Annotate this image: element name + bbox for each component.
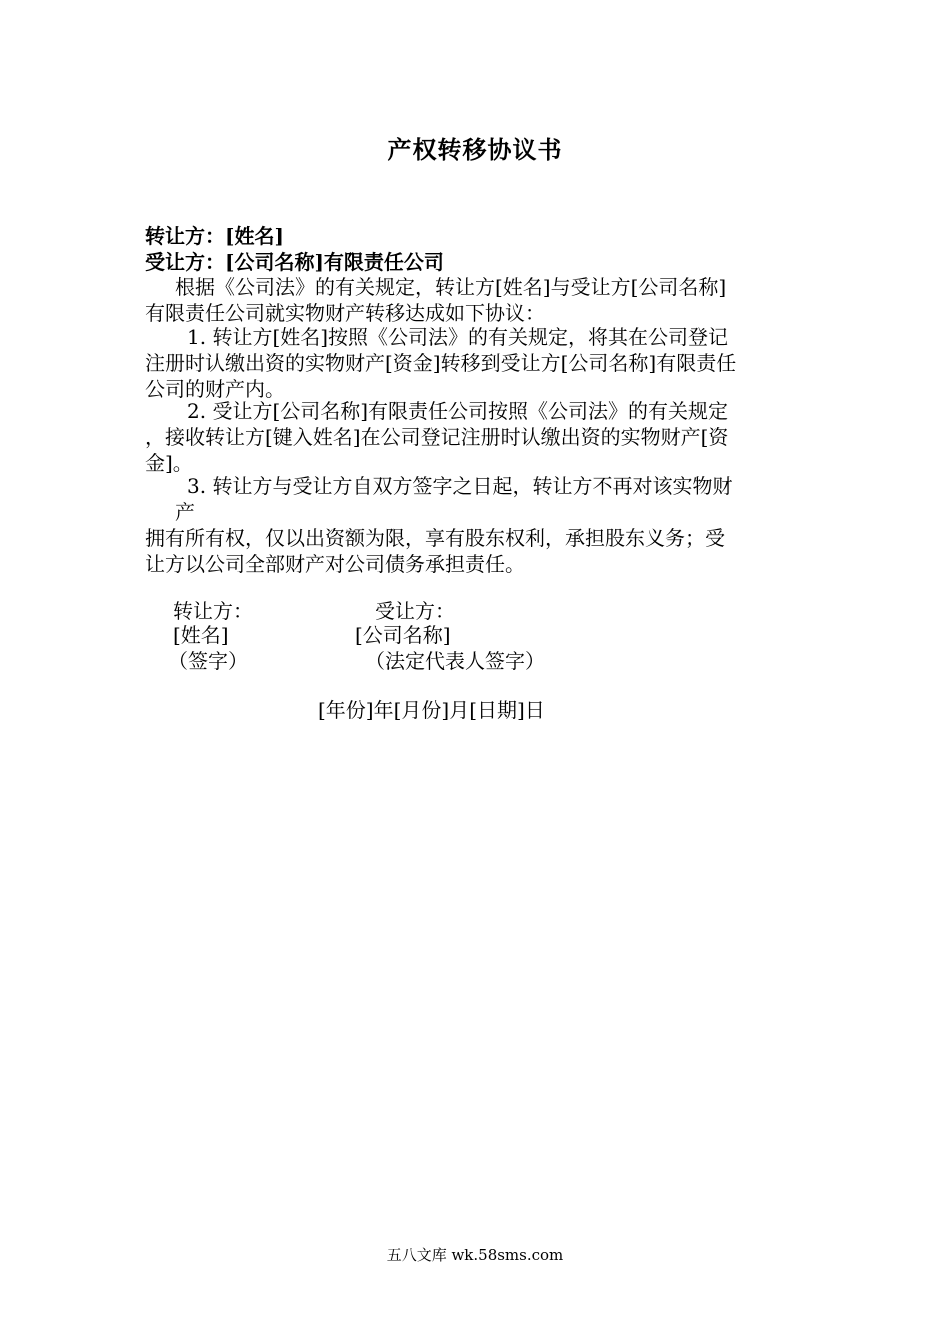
footer-watermark: 五八文库 wk.58sms.com bbox=[386, 1246, 564, 1264]
transferor-name: [姓名] bbox=[173, 623, 229, 647]
clause-1-line: 注册时认缴出资的实物财产[资金]转移到受让方[公司名称]有限责任 bbox=[145, 351, 737, 375]
document-title: 产权转移协议书 bbox=[387, 135, 563, 164]
clause-3-line: 拥有所有权，仅以出资额为限，享有股东权利，承担股东义务；受 bbox=[145, 526, 725, 550]
intro-paragraph bbox=[145, 274, 810, 326]
transferor-line: 转让方：[姓名] bbox=[145, 224, 284, 248]
intro-line: 有限责任公司就实物财产转移达成如下协议： bbox=[145, 301, 545, 325]
signing-date: [年份]年[月份]月[日期]日 bbox=[318, 698, 545, 722]
clause-3-line: 让方以公司全部财产对公司债务承担责任。 bbox=[145, 552, 525, 576]
clause-3-line: 3. 转让方与受让方自双方签字之日起，转让方不再对该实物财 bbox=[187, 474, 733, 498]
transferor-sign-note: （签字） bbox=[168, 649, 248, 673]
clause-1-line: 1. 转让方[姓名]按照《公司法》的有关规定，将其在公司登记 bbox=[187, 325, 729, 349]
transferee-sign-note: （法定代表人签字） bbox=[365, 649, 545, 673]
clause-1 bbox=[145, 324, 810, 402]
clause-2 bbox=[145, 398, 810, 476]
clause-2-line: 金]。 bbox=[145, 451, 193, 475]
transferee-name: [公司名称] bbox=[355, 623, 451, 647]
transferee-line: 受让方：[公司名称]有限责任公司 bbox=[145, 250, 444, 274]
transferor-signature-label: 转让方： bbox=[173, 599, 253, 623]
clause-2-line: 2. 受让方[公司名称]有限责任公司按照《公司法》的有关规定 bbox=[187, 399, 729, 423]
clause-3 bbox=[145, 473, 810, 577]
clause-2-line: ，接收转让方[键入姓名]在公司登记注册时认缴出资的实物财产[资 bbox=[145, 425, 729, 449]
clause-3-line: 产 bbox=[175, 500, 195, 524]
clause-1-line: 公司的财产内。 bbox=[145, 377, 285, 401]
intro-line: 根据《公司法》的有关规定，转让方[姓名]与受让方[公司名称] bbox=[175, 275, 727, 299]
transferee-signature-label: 受让方： bbox=[375, 599, 455, 623]
